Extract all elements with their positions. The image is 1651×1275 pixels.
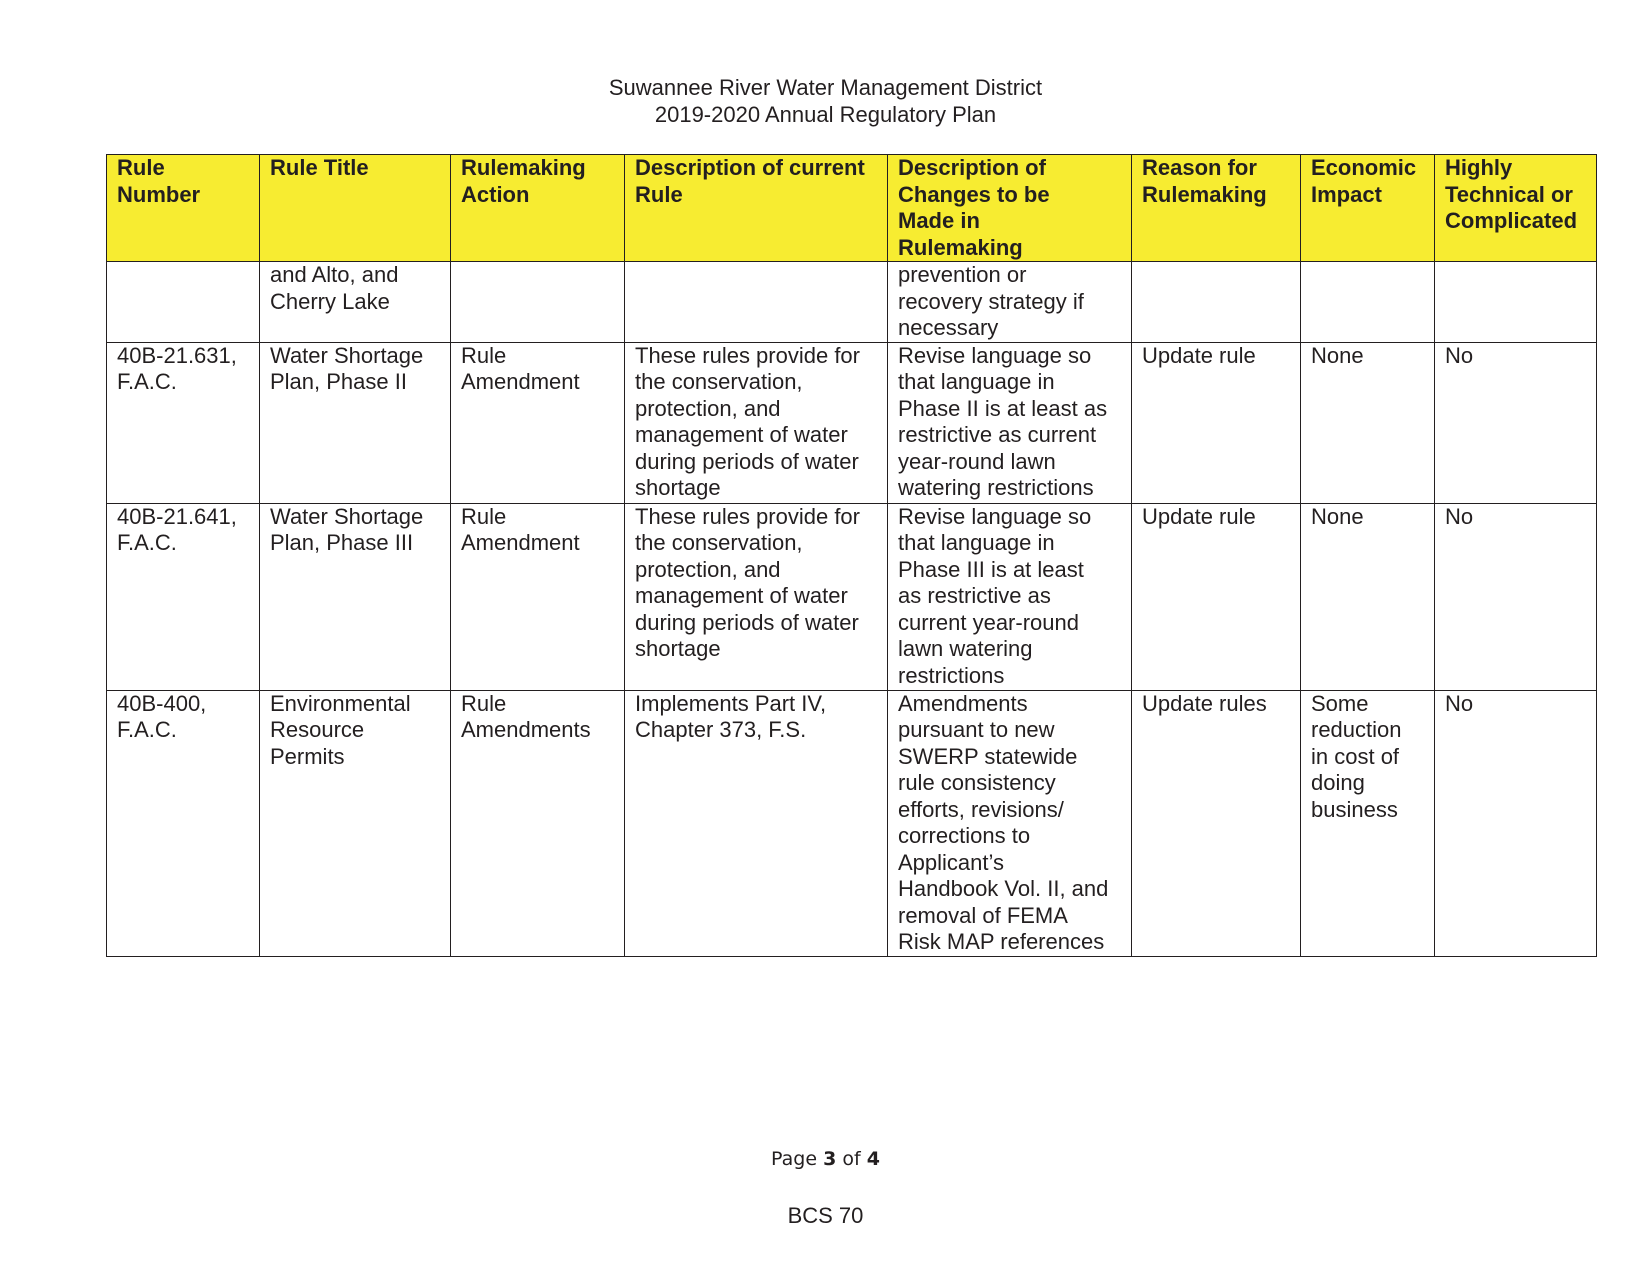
cell-highly-technical: No — [1435, 690, 1597, 956]
table-header-row — [107, 155, 1597, 262]
cell-rule-number — [107, 262, 260, 343]
cell-rule-title: and Alto, and Cherry Lake — [260, 262, 451, 343]
cell-current-rule-description: Implements Part IV, Chapter 373, F.S. — [625, 690, 888, 956]
regulatory-plan-table-wrapper — [106, 154, 1596, 957]
cell-rulemaking-action: Rule Amendments — [451, 690, 625, 956]
cell-economic-impact: None — [1301, 503, 1435, 690]
table-row — [107, 342, 1597, 503]
column-header-economic-impact: Economic Impact — [1301, 155, 1435, 262]
cell-current-rule-description: These rules provide for the conservation, protection, and management of water during periods of water shortage — [625, 503, 888, 690]
cell-rulemaking-action: Rule Amendment — [451, 342, 625, 503]
cell-current-rule-description: These rules provide for the conservation, protection, and management of water during periods of water shortage — [625, 342, 888, 503]
cell-rule-number: 40B-400, F.A.C. — [107, 690, 260, 956]
column-header-highly-technical: Highly Technical or Complicated — [1435, 155, 1597, 262]
cell-changes-description: Revise language so that language in Phase II is at least as restrictive as current year-round lawn watering restrictions — [888, 342, 1132, 503]
cell-current-rule-description — [625, 262, 888, 343]
table-row — [107, 690, 1597, 956]
column-header-current-rule-description: Description of current Rule — [625, 155, 888, 262]
district-name: Suwannee River Water Management District — [608, 75, 1043, 100]
cell-reason: Update rule — [1132, 503, 1301, 690]
cell-reason — [1132, 262, 1301, 343]
regulatory-plan-table — [106, 154, 1597, 957]
cell-economic-impact: None — [1301, 342, 1435, 503]
page-word: Page — [771, 1148, 818, 1170]
cell-changes-description: Revise language so that language in Phase III is at least as restrictive as current year-round lawn watering restrictions — [888, 503, 1132, 690]
cell-rule-title: Water Shortage Plan, Phase II — [260, 342, 451, 503]
cell-highly-technical: No — [1435, 342, 1597, 503]
document-header — [0, 74, 1651, 128]
column-header-reason: Reason for Rulemaking — [1132, 155, 1301, 262]
cell-rule-title: Water Shortage Plan, Phase III — [260, 503, 451, 690]
table-row — [107, 503, 1597, 690]
table-row — [107, 262, 1597, 343]
page-total: 4 — [866, 1148, 880, 1170]
column-header-rule-number: Rule Number — [107, 155, 260, 262]
cell-changes-description: Amendments pursuant to new SWERP statewide rule consistency efforts, revisions/ corrections to Applicant’s Handbook Vol. II, and removal of FEMA Risk MAP references — [888, 690, 1132, 956]
cell-rule-title: Environmental Resource Permits — [260, 690, 451, 956]
cell-rule-number: 40B-21.631, F.A.C. — [107, 342, 260, 503]
bcs-label: BCS 70 — [787, 1203, 864, 1228]
plan-title: 2019-2020 Annual Regulatory Plan — [654, 102, 997, 127]
cell-reason: Update rules — [1132, 690, 1301, 956]
page-number — [0, 1148, 1651, 1170]
column-header-rule-title: Rule Title — [260, 155, 451, 262]
page-current: 3 — [823, 1148, 837, 1170]
cell-highly-technical: No — [1435, 503, 1597, 690]
column-header-rulemaking-action: Rulemaking Action — [451, 155, 625, 262]
cell-rule-number: 40B-21.641, F.A.C. — [107, 503, 260, 690]
cell-economic-impact — [1301, 262, 1435, 343]
cell-changes-description: prevention or recovery strategy if necessary — [888, 262, 1132, 343]
column-header-changes-description: Description of Changes to be Made in Rulemaking — [888, 155, 1132, 262]
of-word: of — [842, 1148, 861, 1170]
cell-reason: Update rule — [1132, 342, 1301, 503]
cell-economic-impact: Some reduction in cost of doing business — [1301, 690, 1435, 956]
cell-rulemaking-action: Rule Amendment — [451, 503, 625, 690]
cell-rulemaking-action — [451, 262, 625, 343]
cell-highly-technical — [1435, 262, 1597, 343]
